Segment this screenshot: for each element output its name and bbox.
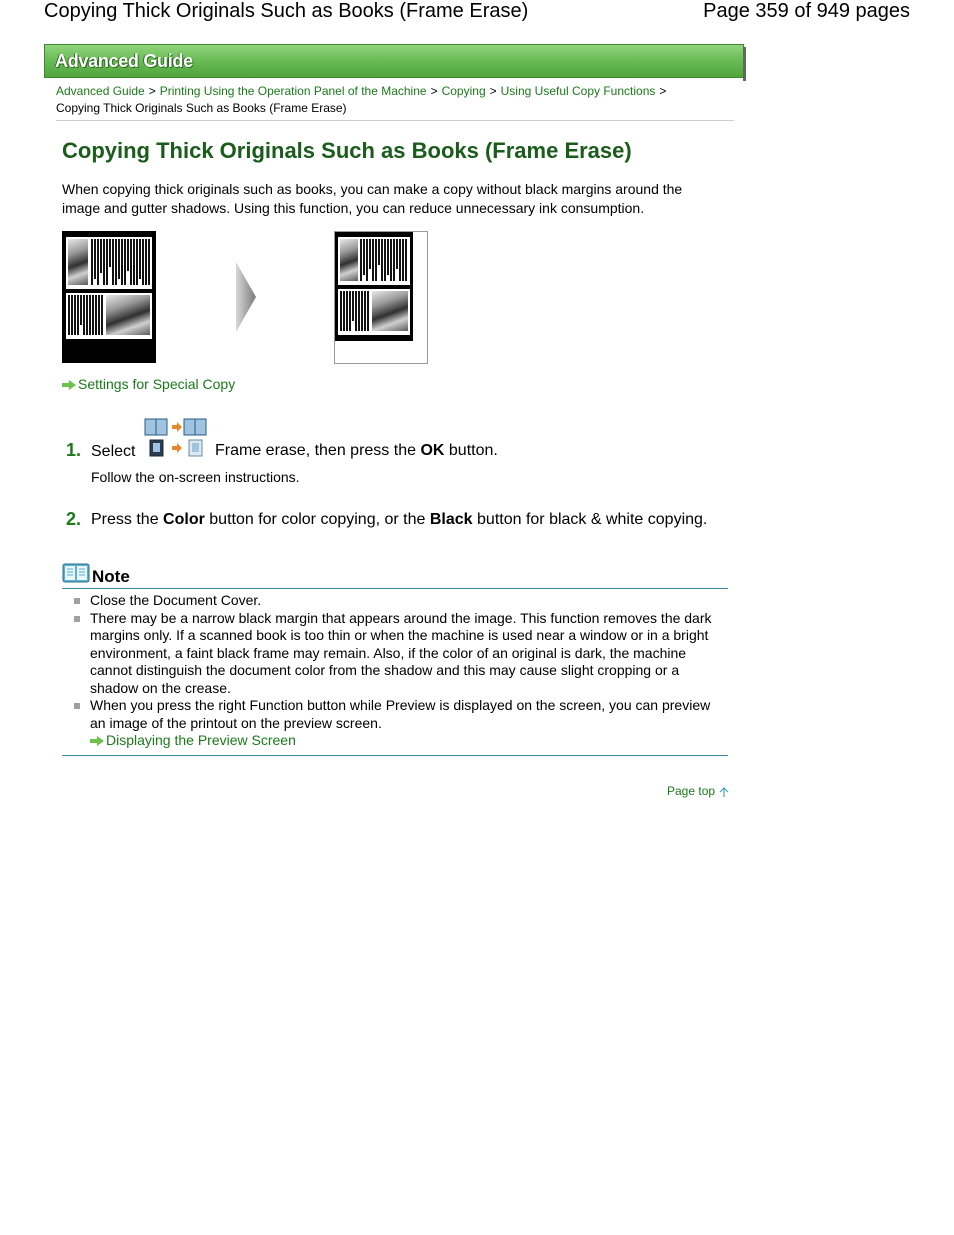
color-button-name: Color: [163, 511, 205, 528]
preview-screen-link[interactable]: [90, 732, 296, 748]
note-item: [62, 610, 728, 698]
note-list: [62, 592, 728, 750]
before-upper-text-bars: [91, 239, 150, 285]
before-lower-text-bars: [68, 295, 103, 335]
step1-subtext: Follow the on-screen instructions.: [91, 469, 300, 485]
after-lower-text-bars: [340, 291, 369, 331]
page-top-link[interactable]: [667, 784, 730, 798]
bullet-icon: [74, 703, 80, 709]
after-upper-page: [338, 237, 410, 285]
step2-suffix: button for black & white copying.: [477, 511, 708, 528]
page-counter: Page 359 of 949 pages: [703, 0, 910, 22]
breadcrumb-link-useful-copy[interactable]: Using Useful Copy Functions: [500, 84, 656, 98]
breadcrumb-link-advanced-guide[interactable]: Advanced Guide: [56, 84, 145, 98]
breadcrumb: [56, 83, 736, 117]
sample-image-before: [62, 231, 156, 363]
up-arrow-icon: [718, 786, 730, 798]
before-upper-photo: [68, 239, 88, 285]
black-button-name: Black: [429, 511, 473, 528]
step1-text-select: Select: [91, 443, 136, 460]
after-upper-photo: [340, 239, 358, 281]
note-item-text: Close the Document Cover.: [90, 592, 262, 608]
step1-button-suffix: button.: [448, 442, 498, 459]
before-lower-photo: [106, 295, 150, 335]
after-image-area: [335, 232, 413, 341]
step1-text-frame-erase: [215, 440, 498, 461]
step2-middle: button for color copying, or the: [209, 511, 426, 528]
step-number: 2.: [66, 509, 82, 529]
banner-shadow: [743, 47, 746, 81]
arrow-right-icon: [62, 380, 76, 390]
note-item: [62, 697, 728, 750]
step2-text: [91, 509, 711, 530]
note-item-text: When you press the right Function button while Preview is displayed on the screen, you can preview an image of the printout on the preview screen.: [90, 697, 711, 731]
preview-link-label[interactable]: Displaying the Preview Screen: [106, 732, 296, 748]
after-lower-page: [338, 289, 410, 335]
banner-label: Advanced Guide: [55, 51, 193, 71]
note-item: [62, 592, 728, 610]
settings-special-copy-link[interactable]: [62, 376, 235, 392]
step-number: 1.: [66, 440, 82, 460]
breadcrumb-separator: >: [430, 84, 438, 98]
arrow-right-icon: [90, 736, 104, 746]
sample-image-after: [334, 231, 428, 364]
intro-paragraph: When copying thick originals such as books, you can make a copy without black margins around the image and gutter shadows. Using this function, you can reduce unnecessary ink consumption.: [62, 181, 683, 216]
advanced-guide-banner: [44, 44, 744, 78]
ok-button-name: OK: [420, 442, 445, 459]
step2-prefix: Press the: [91, 511, 159, 528]
after-lower-photo: [372, 291, 408, 331]
bullet-icon: [74, 598, 80, 604]
breadcrumb-separator: >: [659, 84, 667, 98]
frame-erase-icon: [144, 418, 208, 462]
breadcrumb-separator: >: [489, 84, 497, 98]
note-bottom-divider: [62, 755, 728, 756]
note-header: [62, 562, 728, 589]
page-top-label[interactable]: Page top: [667, 784, 716, 798]
note-label: Note: [92, 567, 130, 586]
breadcrumb-separator: >: [148, 84, 156, 98]
after-upper-text-bars: [360, 239, 407, 281]
page-title: Copying Thick Originals Such as Books (Frame Erase): [62, 138, 632, 163]
note-book-icon: [62, 562, 90, 584]
breadcrumb-divider: [56, 120, 734, 121]
document-title: Copying Thick Originals Such as Books (Frame Erase): [44, 0, 529, 22]
breadcrumb-current: Copying Thick Originals Such as Books (Frame Erase): [56, 101, 347, 115]
before-upper-page: [66, 237, 152, 289]
step1-frame-erase-label: Frame erase, then press the: [215, 442, 416, 459]
breadcrumb-link-copying[interactable]: Copying: [441, 84, 486, 98]
settings-link-label[interactable]: Settings for Special Copy: [78, 376, 236, 392]
before-lower-page: [66, 293, 152, 339]
breadcrumb-link-printing[interactable]: Printing Using the Operation Panel of the Machine: [159, 84, 427, 98]
bullet-icon: [74, 616, 80, 622]
transition-arrow-icon: [236, 262, 256, 332]
page-header: [0, 0, 954, 30]
note-item-text: There may be a narrow black margin that appears around the image. This function removes the dark margins only. If a scanned book is too thin or when the machine is used near a window or in a bright environment, a faint black frame may remain. Also, if the color of an original is dark, the machine cannot distinguish the document color from the shadow and this may cause slight cropping or a shadow on the crease.: [90, 609, 712, 696]
